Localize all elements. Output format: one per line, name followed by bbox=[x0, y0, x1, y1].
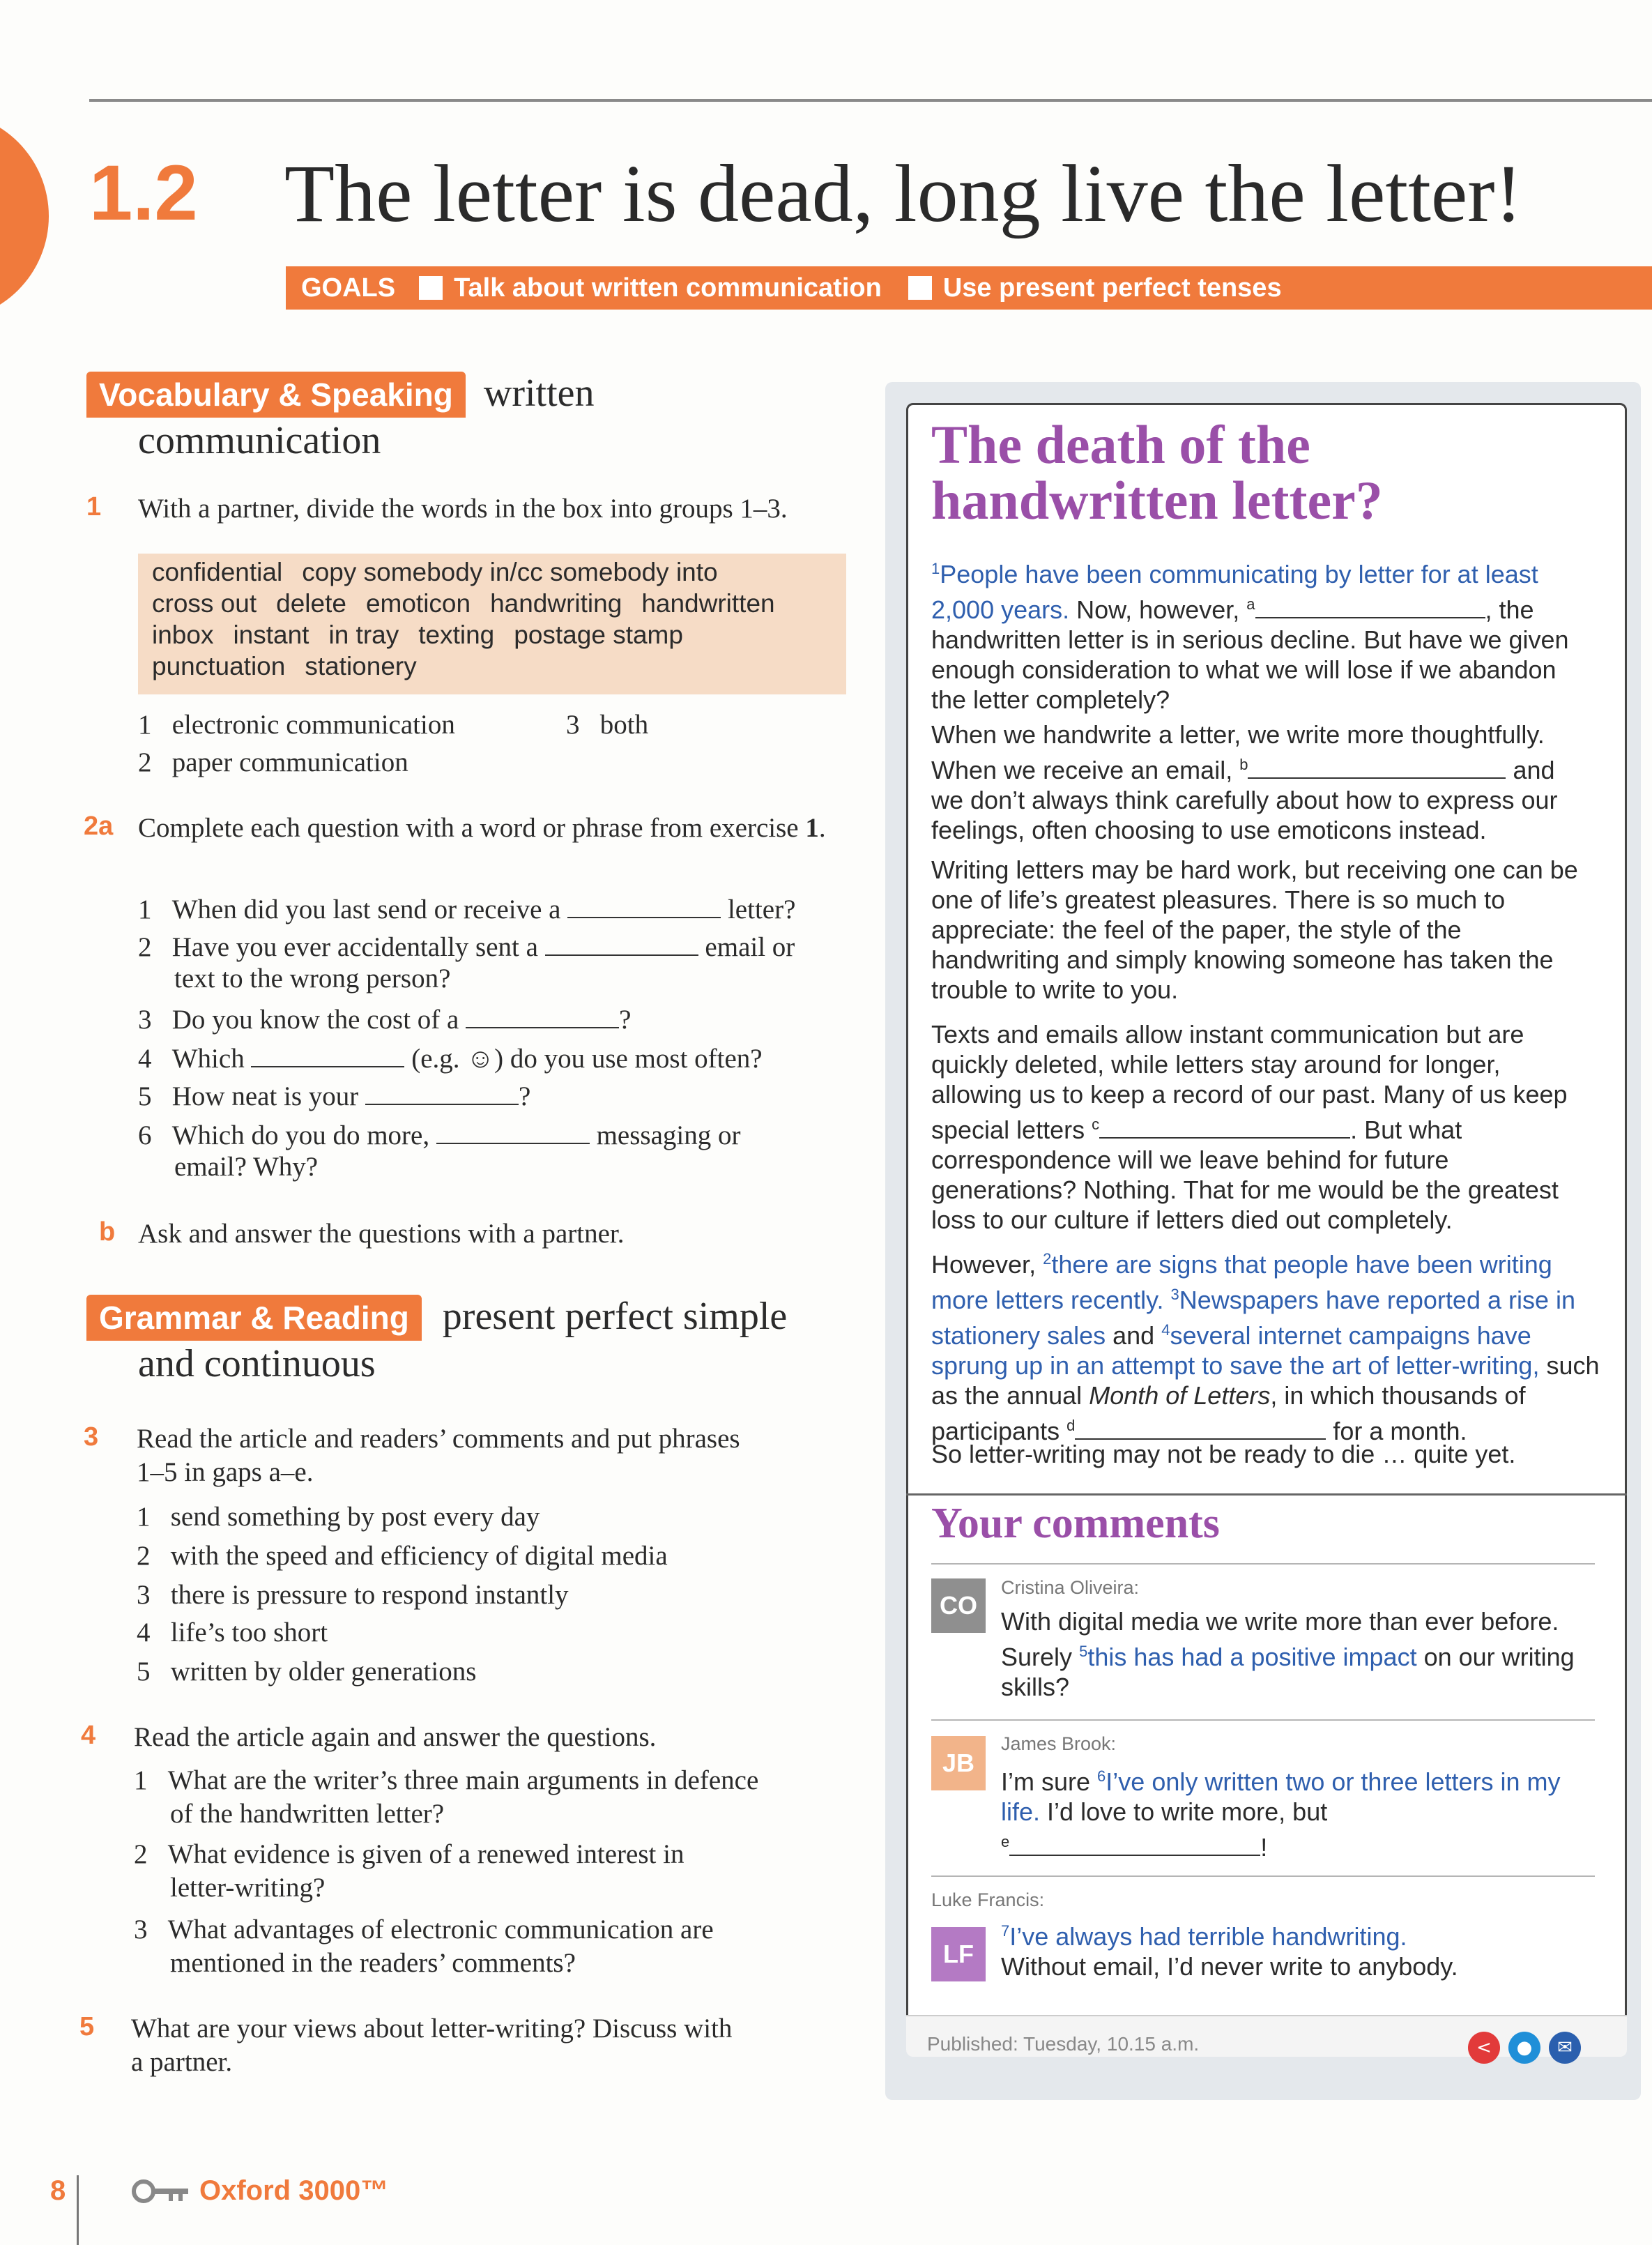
answer-gap[interactable] bbox=[1248, 752, 1506, 779]
ex2a-instruction: Complete each question with a word or phrase from exercise 1. bbox=[138, 813, 826, 843]
share-icon[interactable]: < bbox=[1468, 2032, 1500, 2064]
email-icon[interactable]: ✉ bbox=[1549, 2032, 1581, 2064]
question-5: 5 How neat is your ? bbox=[138, 1076, 530, 1113]
question-1: 1 When did you last send or receive a letter? bbox=[138, 890, 795, 926]
answer-gap[interactable] bbox=[1075, 1413, 1326, 1440]
avatar: LF bbox=[931, 1927, 986, 1981]
ex4-question-1: 1 What are the writer’s three main arguments in defence bbox=[134, 1765, 759, 1795]
key-icon bbox=[131, 2177, 191, 2205]
article-paragraph-2: When we handwrite a letter, we write more thoughtfully. When we receive an email, $^b$ and we don’t always think carefully about how to express our feelings, often choosing to use emoticons instead. bbox=[931, 720, 1558, 844]
commenter-name: Luke Francis: bbox=[931, 1889, 1045, 1910]
lesson-number: 1.2 bbox=[89, 149, 198, 236]
avatar: JB bbox=[931, 1736, 986, 1790]
page-divider bbox=[77, 2175, 79, 2245]
oxford-3000-label: Oxford 3000™ bbox=[131, 2175, 388, 2207]
grammar-tab: Grammar & Reading bbox=[86, 1295, 422, 1341]
divider bbox=[931, 1719, 1595, 1721]
comments-title: Your comments bbox=[931, 1500, 1220, 1547]
group-2: 2 paper communication bbox=[138, 747, 408, 777]
comment-3: $^7$I’ve always had terrible handwriting. Without email, I’d never write to anybody. bbox=[1001, 1922, 1458, 1981]
article-title: The death of the handwritten letter? bbox=[931, 414, 1383, 531]
lesson-title: The letter is dead, long live the letter! bbox=[284, 148, 1522, 239]
answer-gap[interactable] bbox=[466, 1000, 619, 1028]
article-paragraph-6: So letter-writing may not be ready to die … quite yet. bbox=[931, 1440, 1516, 1468]
phrase-2: 2 with the speed and efficiency of digital media bbox=[137, 1541, 668, 1571]
answer-gap[interactable] bbox=[436, 1116, 590, 1144]
phrase-4: 4 life’s too short bbox=[137, 1618, 328, 1647]
question-4: 4 Which (e.g. ☺) do you use most often? bbox=[138, 1039, 763, 1075]
article-paragraph-3: Writing letters may be hard work, but receiving one can be one of life’s greatest pleasures. There is so much to appreciate: the feel of the paper, the style of the handwriting and simply knowing someone has taken the trouble to write to you. bbox=[931, 855, 1578, 1004]
commenter-name: Cristina Oliveira: bbox=[1001, 1577, 1140, 1598]
comment-bubble-icon[interactable]: ● bbox=[1508, 2032, 1540, 2064]
ex3-instruction: Read the article and readers’ comments and put phrases bbox=[137, 1424, 740, 1454]
question-3: 3 Do you know the cost of a ? bbox=[138, 1000, 631, 1036]
article-paragraph-4: Texts and emails allow instant communication but are quickly deleted, while letters stay around for longer, allowing us to keep a record of our past. Many of us keep special letters $^c$ . But what correspondence will we leave behind for future generations? Nothing. That for me would be the greatest loss to our culture if letters died out completely. bbox=[931, 1020, 1568, 1234]
answer-gap[interactable] bbox=[567, 890, 721, 918]
goal-2[interactable]: Use present perfect tenses bbox=[908, 273, 1282, 303]
comments-divider bbox=[906, 1493, 1627, 1496]
vocab-heading: Vocabulary & Speaking written bbox=[86, 371, 595, 418]
phrase-3: 3 there is pressure to respond instantly bbox=[137, 1580, 569, 1610]
ex4-question-3: 3 What advantages of electronic communication are bbox=[134, 1915, 714, 1945]
group-3: 3 both bbox=[566, 710, 649, 740]
orange-circle-decoration bbox=[0, 112, 49, 321]
article-paragraph-5: However, $^2$there are signs that people have been writing more letters recently. $^3$Newspapers have reported a rise in stationery sales and $^4$several internet campaigns have sprung up in an attempt to save the art of letter-writing, such as the annual Month of Letters, in which thousands of participants $^d$ for a month. bbox=[931, 1250, 1600, 1445]
word-box: confidential copy somebody in/cc somebody into cross out delete emoticon handwriting handwritten inbox instant in tray texting postage stamp punctuation stationery bbox=[138, 554, 846, 694]
vocab-tab: Vocabulary & Speaking bbox=[86, 372, 466, 418]
comment-1: With digital media we write more than ever before. Surely $^5$this has had a positive impact on our writing skills? bbox=[1001, 1607, 1575, 1701]
comment-2: I’m sure $^6$I’ve only written two or three letters in my life. I’d love to write more, but $^e$ ! bbox=[1001, 1767, 1561, 1862]
ex2b-instruction: Ask and answer the questions with a partner. bbox=[138, 1219, 625, 1249]
goals-bar bbox=[286, 266, 1652, 310]
goal-1[interactable]: Talk about written communication bbox=[419, 273, 882, 303]
goals-label: GOALS bbox=[301, 273, 396, 303]
ex4-question-2: 2 What evidence is given of a renewed interest in bbox=[134, 1839, 684, 1869]
grammar-heading: Grammar & Reading present perfect simple bbox=[86, 1294, 787, 1341]
ex5-instruction: What are your views about letter-writing? Discuss with bbox=[131, 2014, 733, 2044]
answer-gap[interactable] bbox=[251, 1039, 404, 1067]
answer-gap[interactable] bbox=[1009, 1829, 1260, 1856]
answer-gap[interactable] bbox=[545, 927, 698, 956]
commenter-name: James Brook: bbox=[1001, 1733, 1117, 1754]
divider bbox=[931, 1563, 1595, 1565]
question-2: 2 Have you ever accidentally sent a email or bbox=[138, 927, 795, 964]
checkbox-icon[interactable] bbox=[908, 276, 932, 300]
page-number: 8 bbox=[50, 2175, 66, 2206]
article-paragraph-1: $^1$People have been communicating by letter for at least 2,000 years. Now, however, $^a$ , the handwritten letter is in serious decline. But have we given enough consideration to what we will lose if we abandon the letter completely? bbox=[931, 560, 1569, 714]
avatar: CO bbox=[931, 1578, 986, 1633]
published-time: Published: Tuesday, 10.15 a.m. bbox=[927, 2033, 1200, 2055]
group-1: 1 electronic communication bbox=[138, 710, 455, 740]
question-6: 6 Which do you do more, messaging or bbox=[138, 1116, 740, 1152]
phrase-5: 5 written by older generations bbox=[137, 1657, 477, 1687]
divider bbox=[931, 1875, 1595, 1877]
answer-gap[interactable] bbox=[1255, 592, 1485, 618]
top-rule bbox=[89, 99, 1652, 102]
answer-gap[interactable] bbox=[1099, 1112, 1350, 1139]
ex1-instruction: With a partner, divide the words in the box into groups 1–3. bbox=[138, 494, 788, 524]
phrase-1: 1 send something by post every day bbox=[137, 1502, 540, 1532]
grammar-subtitle: and continuous bbox=[138, 1342, 376, 1385]
answer-gap[interactable] bbox=[365, 1076, 519, 1105]
ex4-instruction: Read the article again and answer the questions. bbox=[134, 1722, 657, 1752]
vocab-subtitle: communication bbox=[138, 419, 381, 462]
checkbox-icon[interactable] bbox=[419, 276, 443, 300]
